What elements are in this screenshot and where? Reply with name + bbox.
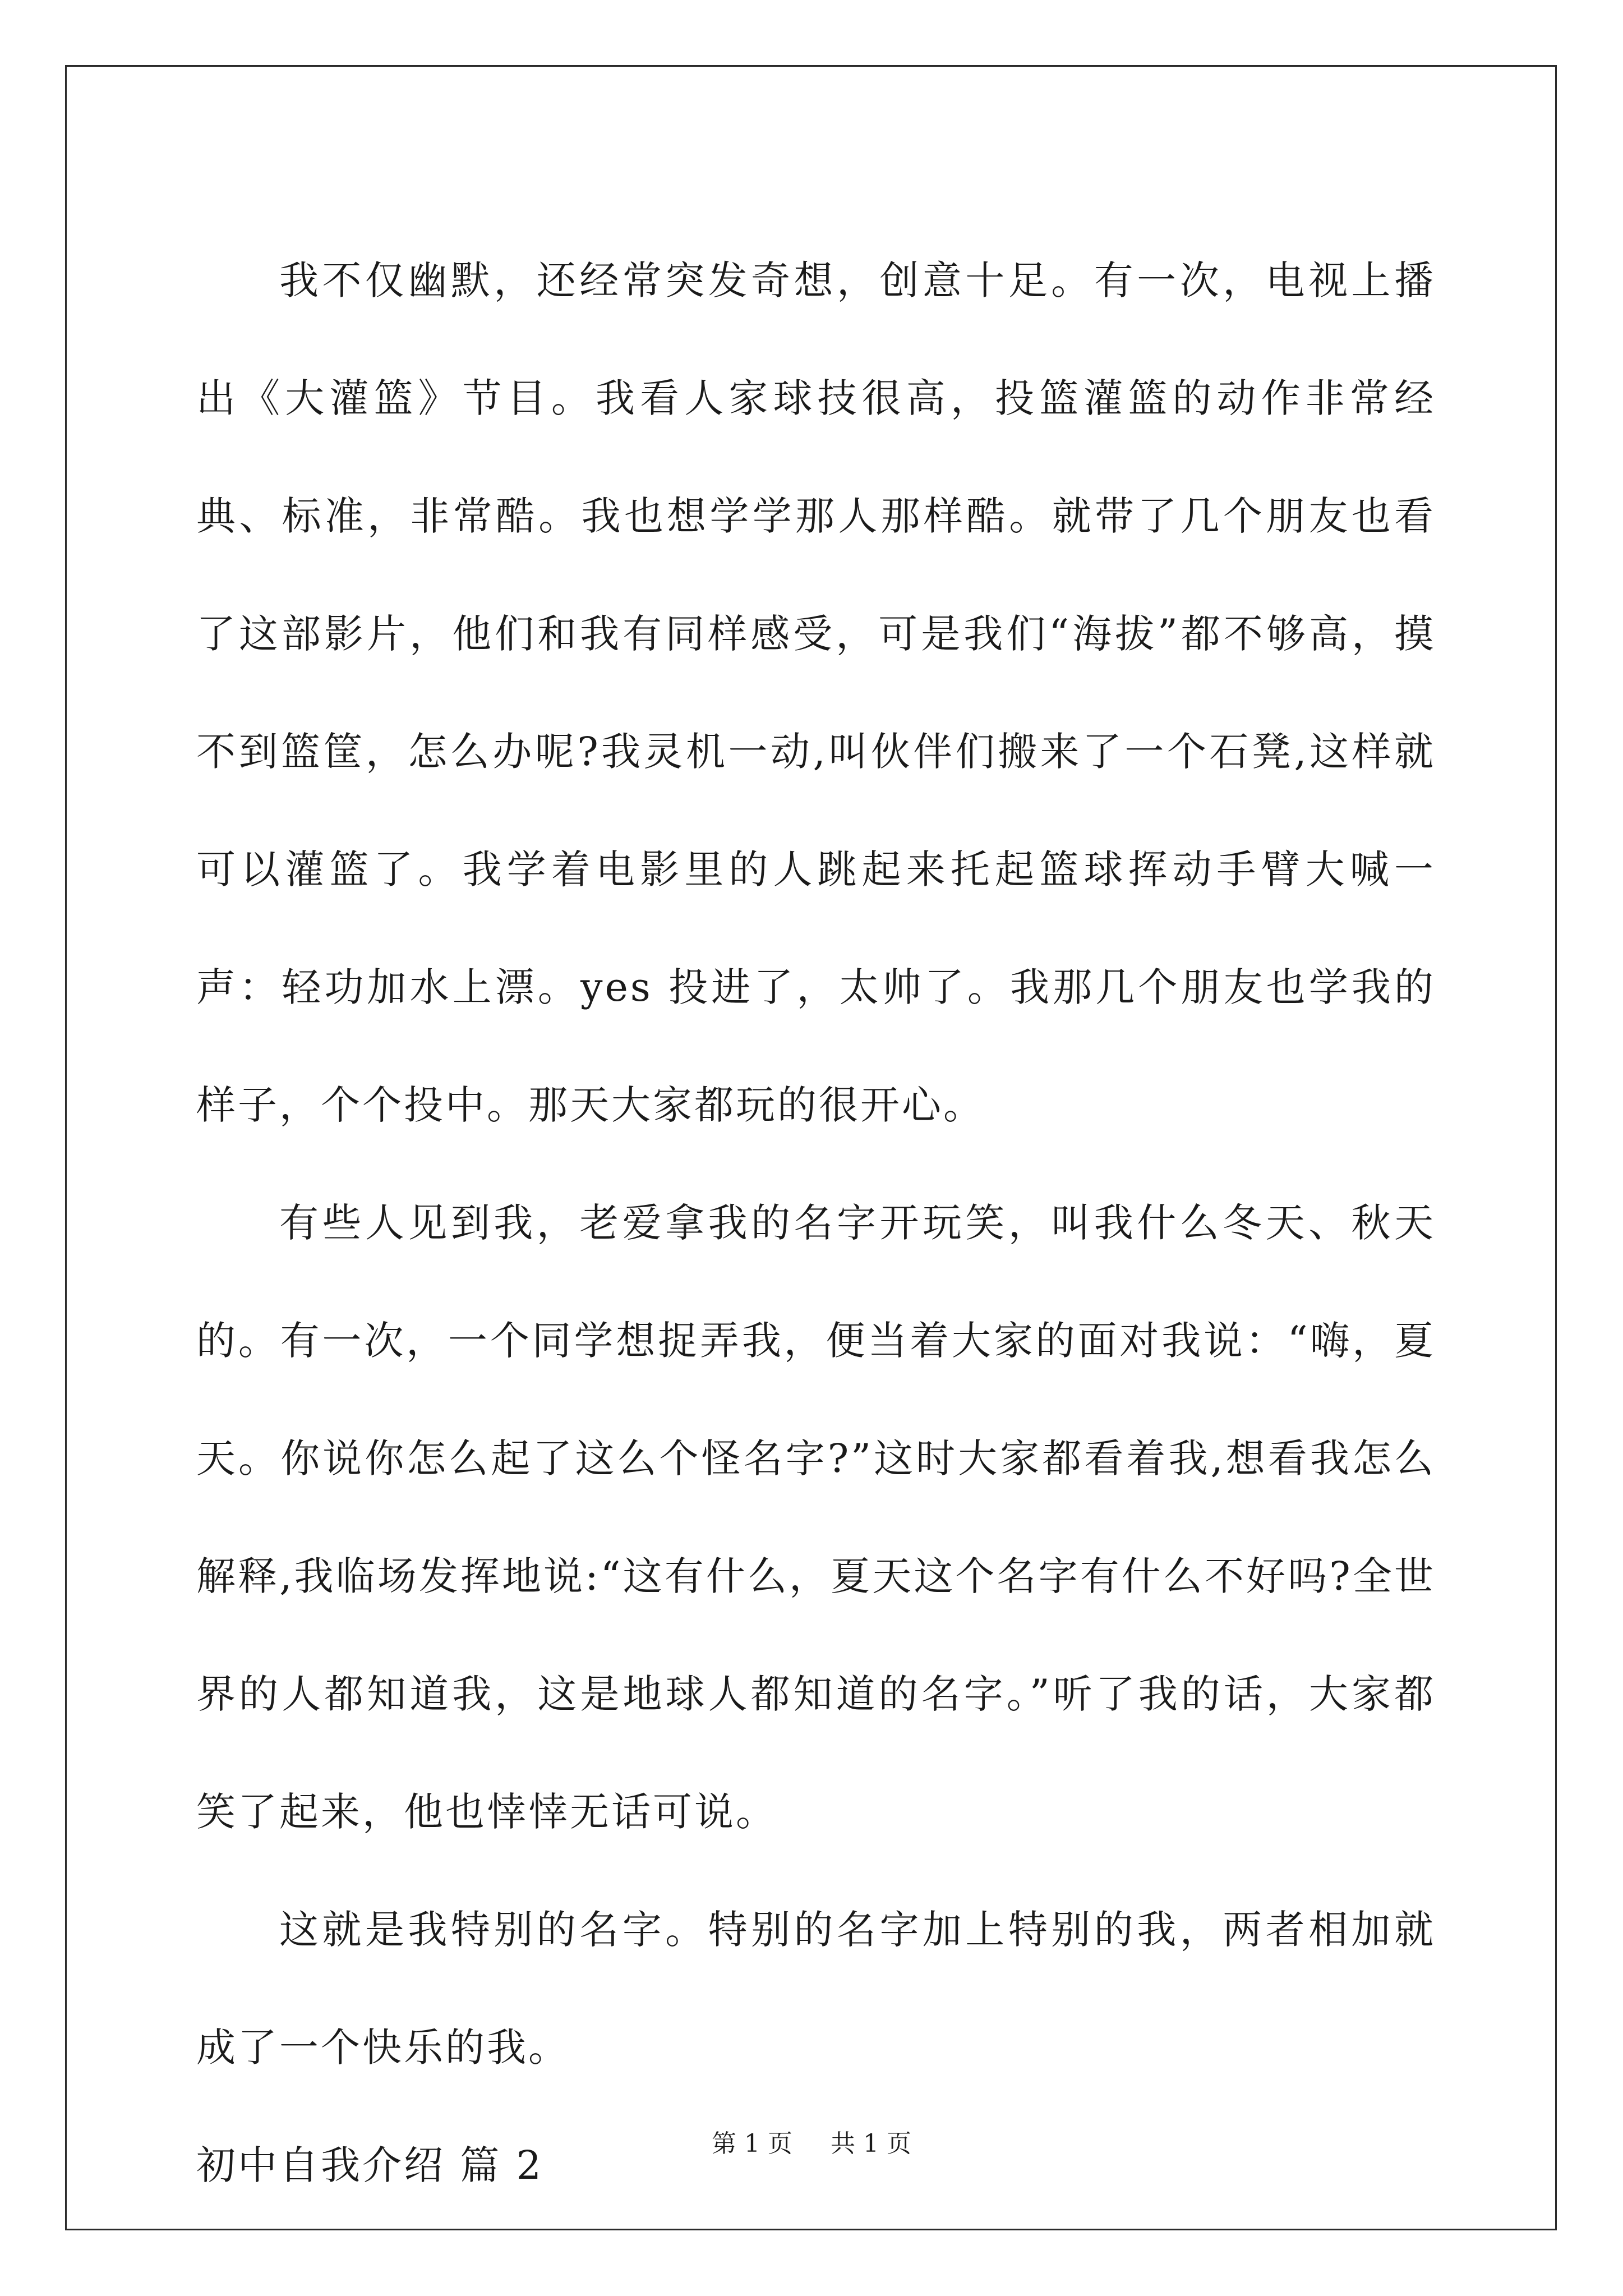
page-number: 第 1 页 (712, 2129, 792, 2158)
page-footer (0, 2123, 1623, 2159)
document-body (196, 222, 1436, 2224)
paragraph-name-joke: 有些人见到我，老爱拿我的名字开玩笑，叫我什么冬天、秋天的。有一次，一个同学想捉弄我，便当着大家的面对我说：“嗨，夏天。你说你怎么起了这么个怪名字?”这时大家都看着我,想看我怎么解释,我临场发挥地说:“这有什么，夏天这个名字有什么不好吗?全世界的人都知道我，这是地球人都知道的名字。”听了我的话，大家都笑了起来，他也悻悻无话可说。 (196, 1200, 1436, 1835)
page-count: 共 1 页 (831, 2129, 911, 2158)
section-heading: 初中自我介绍 篇 2 (196, 2142, 544, 2188)
paragraph-basketball: 我不仅幽默，还经常突发奇想，创意十足。有一次，电视上播出《大灌篮》节目。我看人家球技很高，投篮灌篮的动作非常经典、标准，非常酷。我也想学学那人那样酷。就带了几个朋友也看了这部影片，他们和我有同样感受，可是我们“海拔”都不够高，摸不到篮筐，怎么办呢?我灵机一动,叫伙伴们搬来了一个石凳,这样就可以灌篮了。我学着电影里的人跳起来托起篮球挥动手臂大喊一声：轻功加水上漂。yes 投进了，太帅了。我那几个朋友也学我的样子，个个投中。那天大家都玩的很开心。 (196, 257, 1436, 1128)
paragraph-conclusion: 这就是我特别的名字。特别的名字加上特别的我，两者相加就成了一个快乐的我。 (196, 1907, 1436, 2070)
